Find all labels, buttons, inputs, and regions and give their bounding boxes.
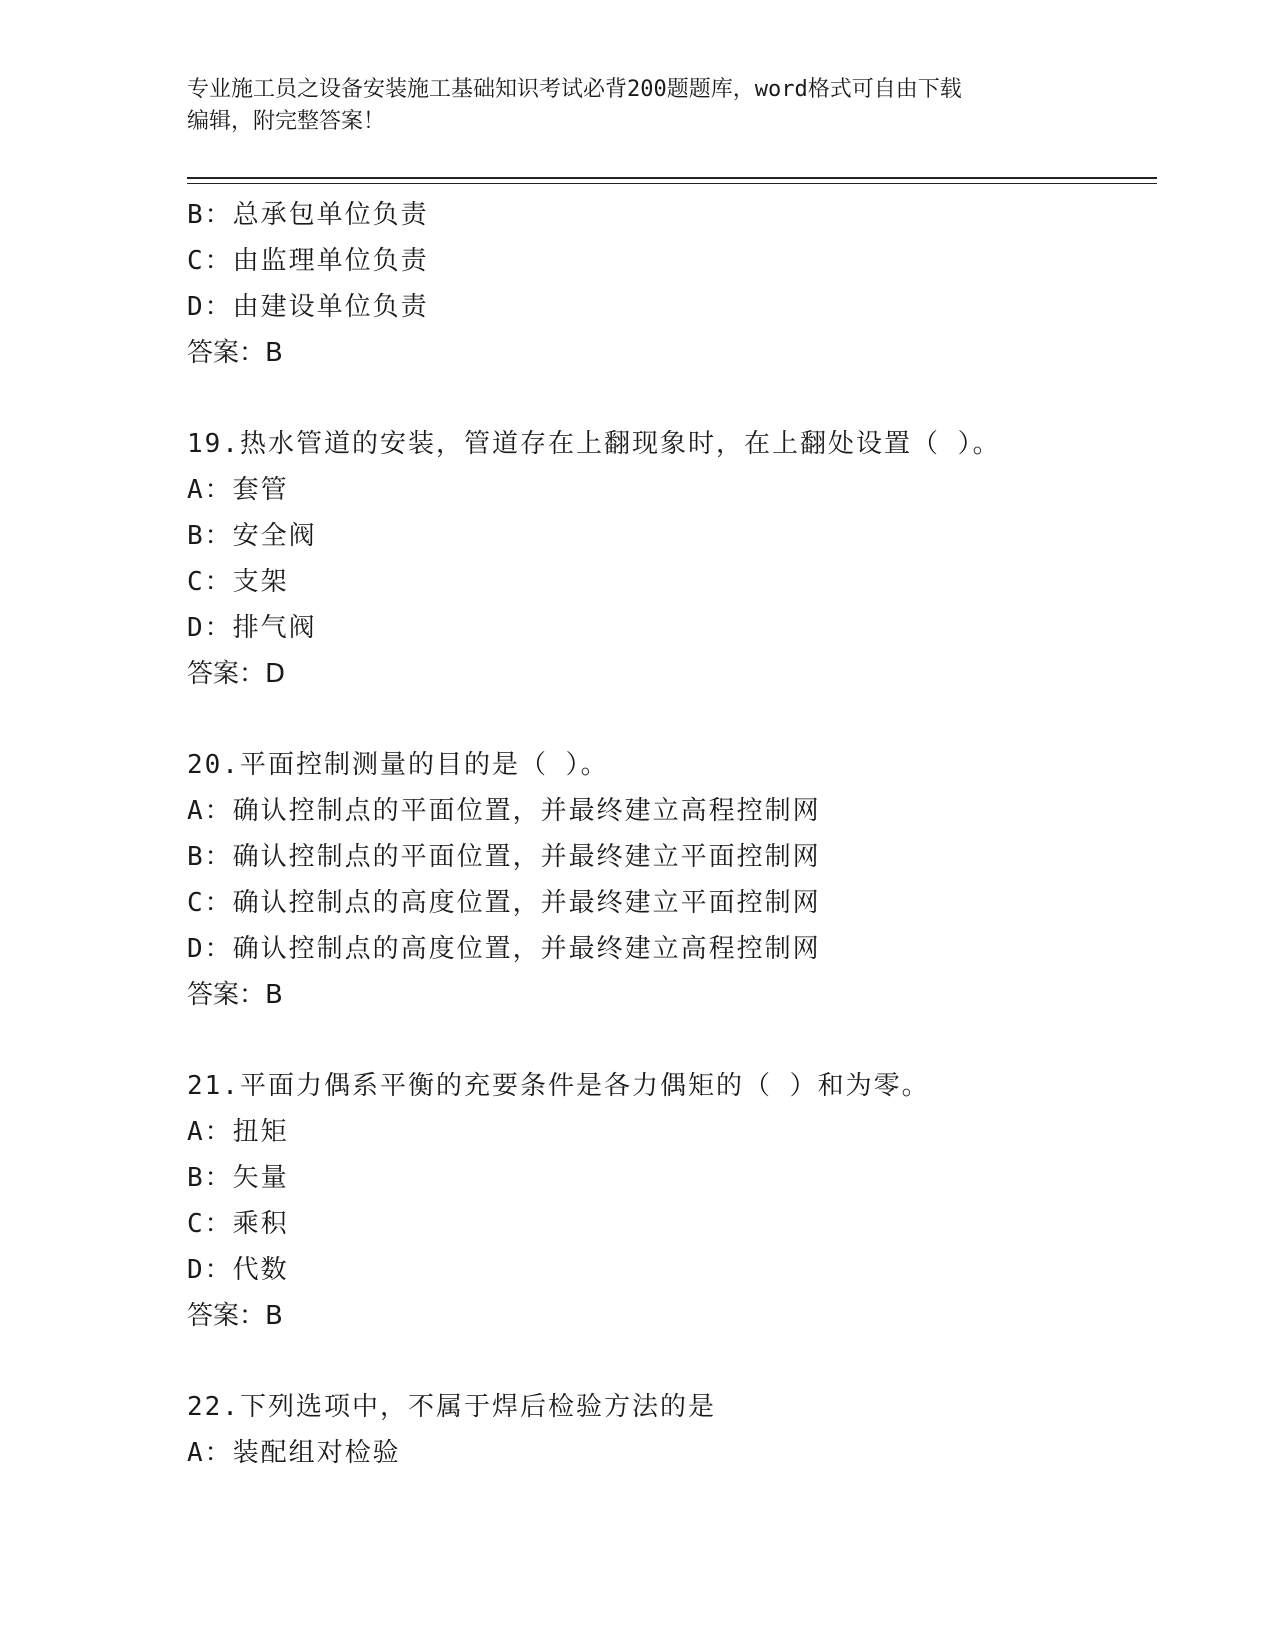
- option-c: C：确认控制点的高度位置，并最终建立平面控制网: [187, 888, 821, 918]
- header-divider-thick: [187, 177, 1157, 179]
- option-a: A：装配组对检验: [187, 1438, 401, 1468]
- option-d: D：排气阀: [187, 613, 317, 643]
- option-c: C：支架: [187, 567, 289, 597]
- question-block-19: [187, 421, 1137, 697]
- option-c: C：由监理单位负责: [187, 246, 429, 276]
- option-d: D：代数: [187, 1255, 289, 1285]
- header-title-line-1: 专业施工员之设备安装施工基础知识考试必背200题题库，word格式可自由下载: [187, 77, 962, 102]
- question-block-18: [187, 192, 1137, 376]
- spacer: [187, 697, 1137, 742]
- option-b: B：矢量: [187, 1163, 289, 1193]
- spacer: [187, 376, 1137, 421]
- option-a: A：套管: [187, 475, 289, 505]
- option-b: B：确认控制点的平面位置，并最终建立平面控制网: [187, 842, 821, 872]
- option-b: B：安全阀: [187, 521, 317, 551]
- question-block-20: [187, 742, 1137, 1018]
- question-text: 21.平面力偶系平衡的充要条件是各力偶矩的（ ）和为零。: [187, 1071, 930, 1101]
- option-b: B：总承包单位负责: [187, 200, 429, 230]
- answer-line: 答案：B: [187, 1301, 283, 1331]
- spacer: [187, 1018, 1137, 1063]
- answer-line: 答案：D: [187, 659, 286, 689]
- question-block-21: [187, 1063, 1137, 1339]
- option-d: D：确认控制点的高度位置，并最终建立高程控制网: [187, 934, 821, 964]
- header-title-line-2: 编辑，附完整答案！: [187, 109, 386, 134]
- question-block-22: [187, 1384, 1137, 1476]
- option-a: A：确认控制点的平面位置，并最终建立高程控制网: [187, 796, 821, 826]
- question-list: [187, 192, 1137, 1476]
- header-divider-thin: [187, 183, 1157, 184]
- question-text: 19.热水管道的安装，管道存在上翻现象时，在上翻处设置（ ）。: [187, 429, 1001, 459]
- question-text: 20.平面控制测量的目的是（ ）。: [187, 750, 609, 780]
- question-text: 22.下列选项中，不属于焊后检验方法的是: [187, 1392, 716, 1422]
- option-d: D：由建设单位负责: [187, 292, 429, 322]
- spacer: [187, 1339, 1137, 1384]
- document-header: [187, 74, 1067, 138]
- answer-line: 答案：B: [187, 980, 283, 1010]
- option-c: C：乘积: [187, 1209, 289, 1239]
- answer-line: 答案：B: [187, 338, 283, 368]
- option-a: A：扭矩: [187, 1117, 289, 1147]
